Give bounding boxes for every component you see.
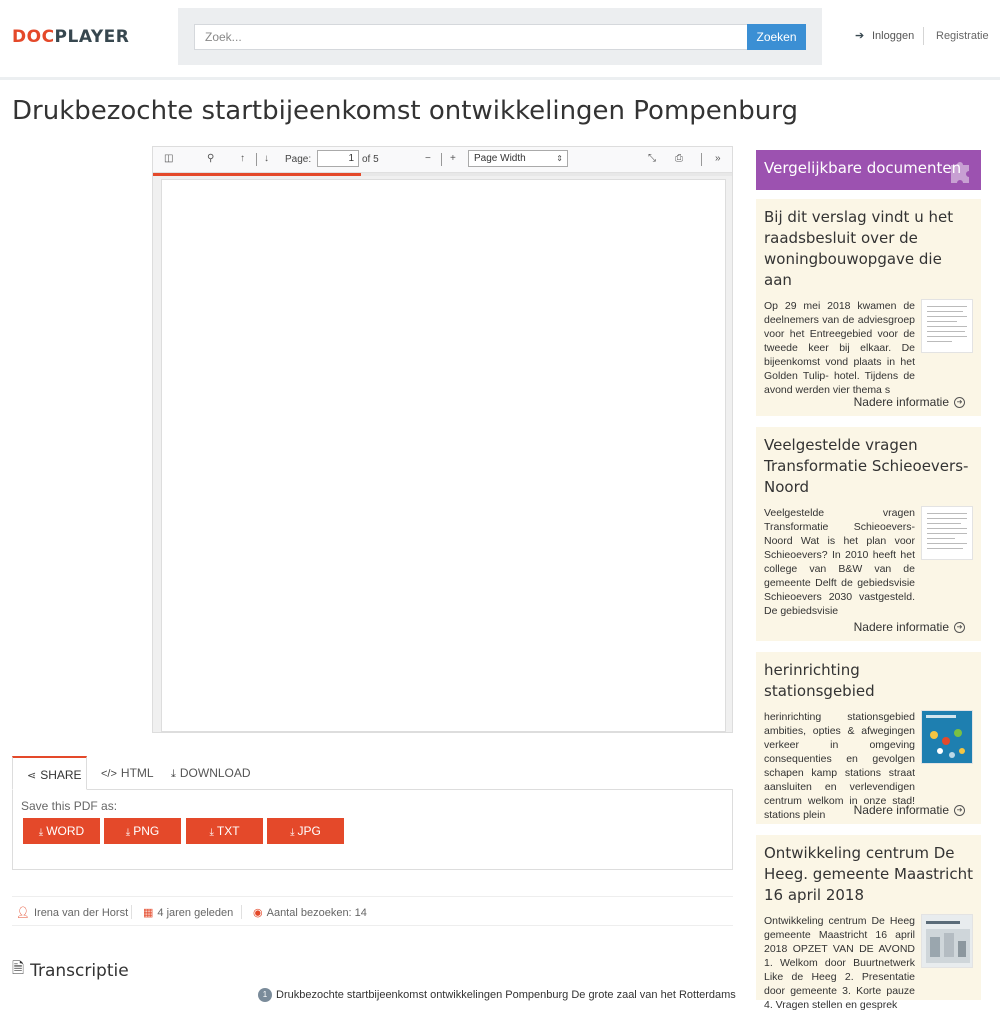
share-icon: ⋖ xyxy=(27,770,37,782)
document-thumbnail[interactable] xyxy=(921,506,973,560)
zoom-select[interactable] xyxy=(468,150,568,167)
arrow-circle-right-icon: ➜ xyxy=(954,622,965,633)
save-txt-button[interactable] xyxy=(186,818,263,844)
code-icon: </> xyxy=(101,768,117,780)
zoom-in-icon[interactable]: + xyxy=(450,153,456,164)
select-arrows-icon: ⇕ xyxy=(556,154,563,163)
meta-divider xyxy=(131,905,132,919)
search-input[interactable] xyxy=(194,24,748,50)
similar-document-card[interactable] xyxy=(756,427,981,641)
card-title[interactable]: Bij dit verslag vindt u het raadsbesluit over de woningbouwopgave die aan xyxy=(764,208,954,289)
more-info-link[interactable] xyxy=(854,803,965,817)
document-meta xyxy=(12,896,733,926)
sidebar-toggle-icon[interactable]: ◫ xyxy=(164,153,174,164)
search-button[interactable]: Zoeken xyxy=(747,24,806,50)
docplayer-logo[interactable] xyxy=(12,27,129,47)
search-bar xyxy=(178,8,822,65)
viewer-toolbar xyxy=(153,147,732,173)
toolbar-divider xyxy=(256,153,257,166)
save-label: Save this PDF as: xyxy=(21,799,118,813)
infographic-thumbnail-image xyxy=(922,711,974,765)
document-thumbnail[interactable] xyxy=(921,710,973,764)
meta-author[interactable] xyxy=(16,906,128,919)
arrow-circle-right-icon: ➜ xyxy=(954,397,965,408)
upload-age: 4 jaren geleden xyxy=(157,906,234,919)
card-title[interactable]: Veelgestelde vragen Transformatie Schieoevers-Noord xyxy=(764,436,969,496)
tab-share-label: SHARE xyxy=(40,768,82,782)
similar-documents-header xyxy=(756,150,981,190)
header-divider xyxy=(923,27,924,45)
print-icon[interactable]: ⎙ xyxy=(675,153,683,164)
share-panel xyxy=(12,789,733,870)
pdf-viewer xyxy=(152,146,733,733)
tab-html-label: HTML xyxy=(120,766,154,780)
puzzle-icon xyxy=(947,157,975,185)
save-jpg-label: JPG xyxy=(297,824,321,838)
more-info-label: Nadere informatie xyxy=(853,395,949,409)
card-excerpt: Ontwikkeling centrum De Heeg gemeente Maastricht 16 april 2018 OPZET VAN DE AVOND 1. Welkom door Buurtnetwerk Like de Heeg 2. Presentatie door gemeente 3. Korte pauze 4. Vragen stellen en gesprek xyxy=(764,915,915,1011)
save-jpg-button[interactable] xyxy=(267,818,344,844)
meta-age xyxy=(143,906,233,919)
load-progress-fill xyxy=(153,173,361,176)
toolbar-divider xyxy=(441,153,442,166)
save-word-label: WORD xyxy=(46,824,85,838)
toolbar-divider xyxy=(701,153,702,166)
next-page-icon[interactable]: ↓ xyxy=(264,153,269,164)
author-name: Irena van der Horst xyxy=(33,906,129,919)
zoom-value: Page Width xyxy=(474,153,526,164)
tab-html[interactable] xyxy=(87,756,168,790)
page-count: of 5 xyxy=(362,154,379,165)
more-info-label: Nadere informatie xyxy=(853,620,949,634)
document-thumbnail[interactable] xyxy=(921,299,973,353)
document-tabs xyxy=(12,756,733,790)
meta-views xyxy=(253,906,367,919)
similar-document-card[interactable] xyxy=(756,199,981,416)
card-title[interactable]: Ontwikkeling centrum De Heeg. gemeente Maastricht 16 april 2018 xyxy=(764,844,973,904)
similar-document-card[interactable] xyxy=(756,652,981,824)
card-title[interactable]: herinrichting stationsgebied xyxy=(764,661,875,700)
view-count: Aantal bezoeken: 14 xyxy=(266,906,367,919)
pdf-page xyxy=(161,179,726,732)
tab-share[interactable] xyxy=(12,756,87,790)
building-photo-thumbnail-image xyxy=(922,915,974,969)
card-body xyxy=(764,914,973,1012)
download-icon: ⤓ xyxy=(125,827,131,838)
download-icon: ⤓ xyxy=(290,827,295,838)
save-png-button[interactable] xyxy=(104,818,181,844)
logo-part-doc: DOC xyxy=(12,27,55,47)
transcript-heading xyxy=(12,958,129,983)
tab-download[interactable] xyxy=(157,756,265,790)
load-progress-bar xyxy=(153,173,732,176)
find-icon[interactable]: ⚲ xyxy=(207,153,215,164)
card-excerpt: Op 29 mei 2018 kwamen de deelnemers van de adviesgroep voor het Entreegebied voor de tweede keer bij elkaar. De bijeenkomst vond plaats in het Golden Tulip- hotel. Tijdens de avond werden vier thema s xyxy=(764,300,915,396)
file-text-icon: 🗎︎ xyxy=(12,959,25,977)
download-icon: ⤓ xyxy=(38,827,44,838)
page-title: Drukbezochte startbijeenkomst ontwikkelingen Pompenburg xyxy=(12,96,798,126)
calendar-icon: ▦ xyxy=(143,907,154,919)
more-tools-icon[interactable]: » xyxy=(715,153,721,164)
zoom-out-icon[interactable]: − xyxy=(425,153,431,164)
tab-download-label: DOWNLOAD xyxy=(179,766,251,780)
transcript-text: Drukbezochte startbijeenkomst ontwikkelingen Pompenburg De grote zaal van het Rotterdams xyxy=(276,989,736,1001)
transcript-title: Transcriptie xyxy=(30,960,129,981)
logo-part-player: PLAYER xyxy=(54,27,130,47)
user-icon: 👤︎ xyxy=(16,907,30,919)
login-link[interactable] xyxy=(855,30,914,42)
download-icon: ⤓ xyxy=(171,768,176,780)
card-body xyxy=(764,506,973,618)
card-excerpt: herinrichting stationsgebied ambities, opties & afwegingen verkeer in omgeving consequenties en gevolgen schapen kamp stations straat aansluiten en verlevendigen centrum welkom in onze stad! stations plein xyxy=(764,711,915,821)
similar-documents-title: Vergelijkbare documenten xyxy=(764,159,962,177)
card-excerpt: Veelgestelde vragen Transformatie Schieoevers-Noord Wat is het plan voor Schieoevers? In 2010 heeft het college van B&W van de gemeente Delft de gebiedsvisie Schieoevers 2030 vastgesteld. De gebiedsvisie xyxy=(764,507,915,617)
page-label: Page: xyxy=(285,154,312,165)
meta-divider xyxy=(241,905,242,919)
sign-in-icon: ➔ xyxy=(855,30,865,42)
top-bar xyxy=(0,0,1000,80)
page-number-input[interactable] xyxy=(317,150,359,167)
save-txt-label: TXT xyxy=(216,824,240,838)
save-word-button[interactable] xyxy=(23,818,100,844)
document-thumbnail[interactable] xyxy=(921,914,973,968)
card-body xyxy=(764,299,973,397)
register-link[interactable]: Registratie xyxy=(936,30,989,42)
previous-page-icon[interactable]: ↑ xyxy=(240,153,245,164)
more-info-link[interactable] xyxy=(854,395,965,409)
more-info-link[interactable] xyxy=(854,620,965,634)
more-info-label: Nadere informatie xyxy=(853,803,949,817)
eye-icon: ◉ xyxy=(253,907,263,919)
login-label: Inloggen xyxy=(872,30,915,42)
fullscreen-icon[interactable]: ⤡ xyxy=(648,153,656,164)
download-icon: ⤓ xyxy=(209,827,214,838)
similar-document-card[interactable] xyxy=(756,835,981,1011)
save-png-label: PNG xyxy=(133,824,160,838)
page-number-badge: 1 xyxy=(258,988,272,1002)
transcript-first-line xyxy=(258,988,736,1002)
arrow-circle-right-icon: ➜ xyxy=(954,805,965,816)
